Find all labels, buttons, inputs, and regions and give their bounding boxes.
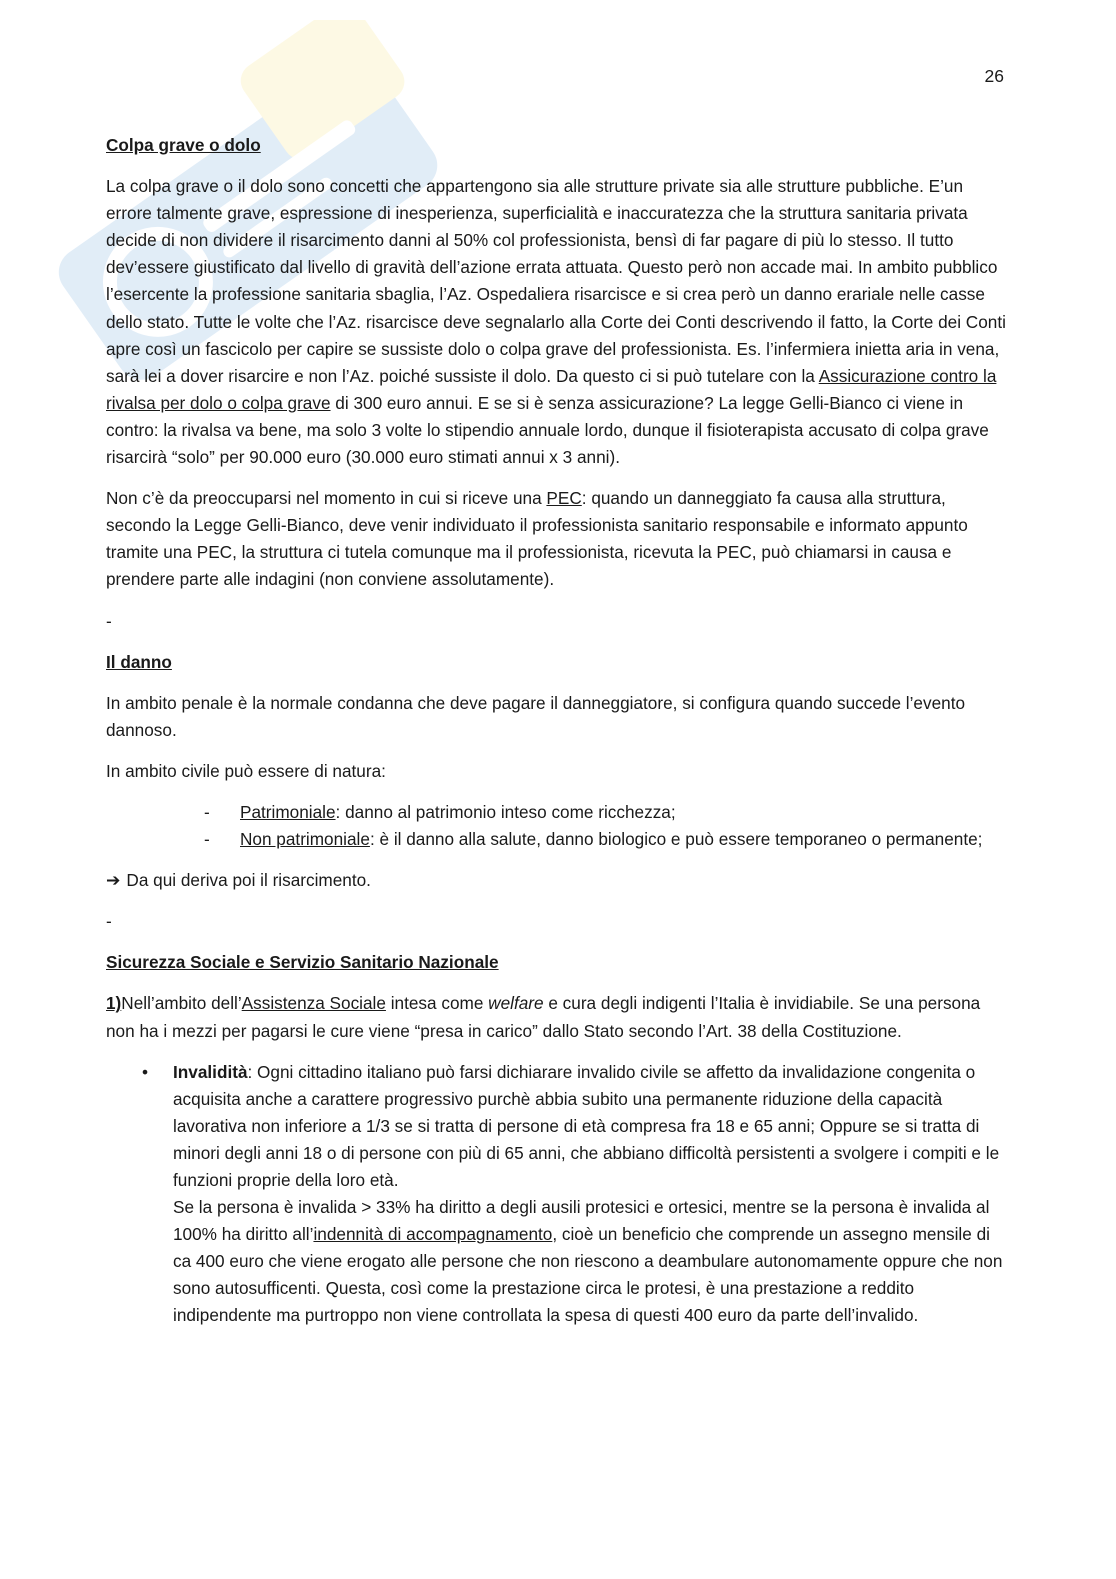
paragraph-colpa-2: Non c’è da preoccuparsi nel momento in cui si riceve una PEC: quando un danneggiato fa causa alla struttura, secondo la Legge Gelli-Bianco, deve venir individuato il professionista sanitario responsabile e informato appunto tramite una PEC, la struttura ci tutela comunque ma il professionista, ricevuta la PEC, può chiamarsi in causa e prendere parte alle indagini (non conviene assolutamente).	[106, 488, 968, 590]
heading-il-danno: Il danno	[106, 651, 172, 672]
list-item: - Patrimoniale: danno al patrimonio inteso come ricchezza;	[204, 801, 676, 822]
arrow-right-icon: ➔	[106, 870, 121, 891]
paragraph-danno-2: In ambito civile può essere di natura:	[106, 760, 386, 781]
bullet-icon: •	[142, 1061, 149, 1082]
separator: -	[106, 610, 112, 631]
paragraph-colpa-1: La colpa grave o il dolo sono concetti che appartengono sia alle strutture private sia alle strutture pubbliche. E’un errore talmente grave, espressione di inesperienza, superficialità e inaccuratezza che la struttura sanitaria privata decide di non dividere il risarcimento danni al 50% col professionista, bensì di far pagare di più lo stesso. Il tutto dev’essere giustificato dal livello di gravità dell’azione errata attuata. Questo però non accade mai. In ambito pubblico l’esercente la professione sanitaria sbaglia, l’Az. Ospedaliera risarcisce e si crea però un danno erariale nelle casse dello stato. Tutte le volte che l’Az. risarcisce deve segnalarlo alla Corte dei Conti descrivendo il fatto, la Corte dei Conti apre così un fascicolo per capire se sussiste dolo o colpa grave del professionista. Es. l’infermiera inietta aria in vena, sarà lei a dover risarcire e non l’Az. poiché sussiste il dolo. Da questo ci si può tutelare con la Assicurazione contro la rivalsa per dolo o colpa grave di 300 euro annui. E se si è senza assicurazione? La legge Gelli-Bianco ci viene in contro: la rivalsa va bene, ma solo 3 volte lo stipendio annuale lordo, dunque il fisioterapista accusato di colpa grave risarcirà “solo” per 90.000 euro (30.000 euro stimati annui x 3 anni).	[106, 176, 1006, 468]
danno-list	[106, 799, 1006, 853]
risarcimento-note: ➔ Da qui deriva poi il risarcimento.	[106, 870, 371, 891]
heading-colpa-grave: Colpa grave o dolo	[106, 135, 261, 155]
page-number: 26	[984, 66, 1004, 86]
paragraph-sicurezza-1: 1)Nell’ambito dell’Assistenza Sociale intesa come welfare e cura degli indigenti l’Italia è invidiabile. Se una persona non ha i mezzi per pagarsi le cure viene “presa in carico” dallo Stato secondo l’Art. 38 della Costituzione.	[106, 993, 981, 1041]
link-assicurazione: Assicurazione contro la rivalsa per dolo o colpa grave	[106, 365, 997, 413]
term-pec: PEC	[546, 488, 582, 509]
paragraph-danno-1: In ambito penale è la normale condanna che deve pagare il danneggiatore, si configura quando succede l’evento dannoso.	[106, 692, 966, 740]
term-indennita: indennità di accompagnamento	[313, 1224, 553, 1245]
list-item: - Non patrimoniale: è il danno alla salute, danno biologico e può essere temporaneo o permanente;	[204, 829, 983, 850]
document-body	[106, 132, 1006, 1330]
list-item: • Invalidità: Ogni cittadino italiano può farsi dichiarare invalido civile se affetto da invalidazione congenita o acquisita anche a carattere progressivo purchè abbia subito una permanente riduzione della capacità lavorativa non inferiore a 1/3 se si tratta di persone di età compresa fra 18 e 65 anni; Oppure se si tratta di minori degli anni 18 o di persone con più di 65 anni, che abbiano difficoltà persistenti a svolgere i compiti e le funzioni proprie della loro età. Se la persona è invalida > 33% ha diritto a degli ausili protesici e ortesici, mentre se la persona è invalida al 100% ha diritto all’indennità di accompagnamento, cioè un beneficio che comprende un assegno mensile di ca 400 euro che viene erogato alle persone che non riescono a deambulare autonomamente oppure che non sono autosufficenti. Questa, così come la prestazione circa le protesi, è una prestazione a reddito indipendente ma purtroppo non viene controllata la spesa di questi 400 euro da parte dell’invalido.	[106, 1059, 1006, 1330]
separator: -	[106, 911, 112, 932]
sicurezza-list	[106, 1059, 1006, 1330]
term-patrimoniale: Patrimoniale	[240, 801, 336, 822]
heading-sicurezza-sociale: Sicurezza Sociale e Servizio Sanitario Nazionale	[106, 952, 499, 973]
term-invalidita: Invalidità	[173, 1061, 248, 1082]
term-non-patrimoniale: Non patrimoniale	[240, 829, 370, 850]
term-assistenza-sociale: Assistenza Sociale	[241, 993, 386, 1014]
